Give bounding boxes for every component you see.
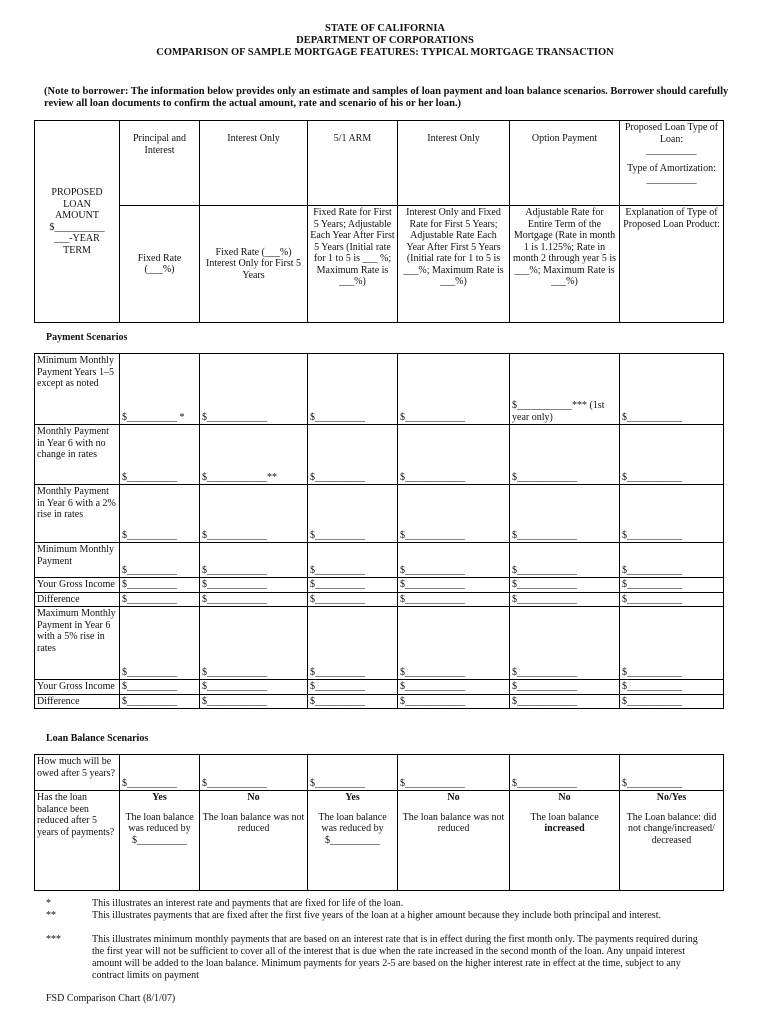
- reduced-cell-4: [398, 791, 510, 891]
- answer-2: No: [247, 792, 260, 803]
- payment-cell[interactable]: $__________: [120, 592, 200, 607]
- type-of-loan-label: Proposed Loan Type of Loan:: [624, 122, 719, 145]
- type-of-amortization-line: __________: [646, 174, 697, 185]
- payment-cell[interactable]: $____________: [510, 485, 620, 543]
- option-emphasis: increased: [544, 823, 585, 834]
- payment-cell[interactable]: $____________: [398, 680, 510, 695]
- proposed-type-header: [620, 121, 724, 206]
- payment-cell[interactable]: $____________: [200, 694, 308, 709]
- explanation-4: The loan balance was not reduced: [402, 811, 505, 834]
- type-of-amortization-label: Type of Amortization:: [627, 162, 716, 174]
- explanation-6: The Loan balance: did not change/increased/ decreased: [626, 811, 717, 846]
- reduced-cell-6: [620, 791, 724, 891]
- footnote-mark-3: ***: [46, 934, 61, 945]
- loan-balance-title: Loan Balance Scenarios: [46, 733, 149, 744]
- payment-cell[interactable]: $____________: [398, 592, 510, 607]
- payment-row-label: Maximum Monthly Payment in Year 6 with a 5% rise in rates: [35, 607, 120, 680]
- payment-scenarios-title: Payment Scenarios: [46, 332, 128, 343]
- proposed-loan-cell: [35, 121, 120, 323]
- payment-cell[interactable]: $____________: [510, 592, 620, 607]
- payment-cell[interactable]: $____________: [398, 607, 510, 680]
- payment-cell[interactable]: $__________: [120, 607, 200, 680]
- payment-cell[interactable]: $__________: [308, 543, 398, 578]
- reduced-cell-1: [120, 791, 200, 891]
- col-header-option-payment: Option Payment: [510, 121, 620, 206]
- payment-cell[interactable]: $___________: [620, 485, 724, 543]
- owed-cell-2: $____________: [200, 755, 308, 791]
- payment-cell[interactable]: $____________: [510, 607, 620, 680]
- payment-cell[interactable]: $____________: [510, 680, 620, 695]
- payment-row-label: Difference: [35, 694, 120, 709]
- footnotes: [0, 898, 770, 988]
- payment-cell[interactable]: $____________: [510, 694, 620, 709]
- payment-cell[interactable]: $___________: [620, 354, 724, 425]
- loan-balance-table: [34, 754, 724, 891]
- payment-cell[interactable]: $___________*** (1st year only): [510, 354, 620, 425]
- reduced-cell-2: [200, 791, 308, 891]
- desc-arm: Fixed Rate for First 5 Years; Adjustable Each Year After First 5 Years (Initial rate for 1 to 5 is ___ %; Maximum Rate is ___%): [308, 206, 398, 323]
- payment-cell[interactable]: $___________: [620, 694, 724, 709]
- payment-row-label: Your Gross Income: [35, 680, 120, 695]
- payment-cell[interactable]: $__________: [308, 680, 398, 695]
- payment-row: [35, 607, 724, 680]
- type-of-loan-line: __________: [646, 145, 697, 156]
- payment-row: [35, 543, 724, 578]
- loan-features-table: [34, 120, 724, 323]
- answer-4: No: [447, 792, 460, 803]
- footnote-text-3: This illustrates minimum monthly payments that are based on an interest rate that is in effect during the first month only. The payments required during the first year will not be sufficient to cover all of the interest that is due when the rate increased in the second month of the loan. Any unpaid interest amount will be added to the loan balance. Minimum payments for years 2-5 are based on the higher interest rate in effect at the time, subject to any contract limits on payment: [92, 934, 698, 981]
- payment-cell[interactable]: $____________: [200, 354, 308, 425]
- form-id: FSD Comparison Chart (8/1/07): [46, 993, 176, 1004]
- payment-cell[interactable]: $___________: [620, 543, 724, 578]
- payment-cell[interactable]: $____________**: [200, 425, 308, 485]
- payment-row: [35, 578, 724, 593]
- payment-scenarios-table: [34, 353, 724, 709]
- payment-cell[interactable]: $___________: [620, 607, 724, 680]
- explanation-2: The loan balance was not reduced: [202, 811, 305, 834]
- footnote-mark-1: *: [46, 898, 51, 909]
- payment-cell[interactable]: $__________ *: [120, 354, 200, 425]
- explanation-cell: Explanation of Type of Proposed Loan Product:: [620, 206, 724, 323]
- explanation-5: The loan balance: [530, 811, 599, 823]
- payment-cell[interactable]: $____________: [200, 578, 308, 593]
- payment-row-label: Minimum Monthly Payment Years 1–5 except as noted: [35, 354, 120, 425]
- owed-label: How much will be owed after 5 years?: [35, 755, 120, 791]
- payment-cell[interactable]: $__________: [308, 578, 398, 593]
- payment-cell[interactable]: $___________: [620, 425, 724, 485]
- payment-cell[interactable]: $____________: [398, 543, 510, 578]
- payment-row-label: Your Gross Income: [35, 578, 120, 593]
- footnote-text-1: This illustrates an interest rate and payments that are fixed for life of the loan.: [92, 898, 404, 909]
- payment-cell[interactable]: $____________: [510, 543, 620, 578]
- payment-cell[interactable]: $__________: [120, 680, 200, 695]
- payment-row-label: Minimum Monthly Payment: [35, 543, 120, 578]
- payment-row: [35, 694, 724, 709]
- proposed-loan-amount: PROPOSED LOAN AMOUNT $__________ ___-YEAR TERM: [49, 187, 105, 256]
- owed-cell-4: $____________: [398, 755, 510, 791]
- reduced-cell-3: [308, 791, 398, 891]
- payment-row: [35, 425, 724, 485]
- payment-cell[interactable]: $____________: [510, 425, 620, 485]
- desc-interest-only-arm: Interest Only and Fixed Rate for First 5 Years; Adjustable Rate Each Year After First 5 Years (Initial rate for 1 to 5 is ___%; Maximum Rate is ___%): [398, 206, 510, 323]
- answer-5: No: [558, 792, 571, 803]
- payment-cell[interactable]: $___________: [620, 578, 724, 593]
- col-header-arm: 5/1 ARM: [308, 121, 398, 206]
- payment-cell[interactable]: $__________: [308, 694, 398, 709]
- payment-row: [35, 680, 724, 695]
- reduced-label: Has the loan balance been reduced after 5 years of payments?: [35, 791, 120, 891]
- payment-cell[interactable]: $____________: [200, 680, 308, 695]
- owed-cell-5: $____________: [510, 755, 620, 791]
- payment-cell[interactable]: $____________: [398, 354, 510, 425]
- state-title: STATE OF CALIFORNIA: [325, 23, 445, 34]
- department-title: DEPARTMENT OF CORPORATIONS: [296, 35, 474, 46]
- explanation-1: The loan balance was reduced by $__________: [125, 811, 194, 846]
- answer-1: Yes: [152, 792, 167, 803]
- payment-cell[interactable]: $____________: [200, 607, 308, 680]
- payment-cell[interactable]: $__________: [120, 425, 200, 485]
- payment-row: [35, 485, 724, 543]
- payment-cell[interactable]: $__________: [120, 578, 200, 593]
- answer-6: No/Yes: [656, 792, 687, 803]
- owed-cell-1: $__________: [120, 755, 200, 791]
- col-header-interest-only-2: Interest Only: [398, 121, 510, 206]
- owed-cell-6: $___________: [620, 755, 724, 791]
- payment-cell[interactable]: $____________: [398, 694, 510, 709]
- payment-row-label: Difference: [35, 592, 120, 607]
- owed-cell-3: $__________: [308, 755, 398, 791]
- payment-cell[interactable]: $__________: [308, 607, 398, 680]
- payment-cell[interactable]: $__________: [308, 354, 398, 425]
- payment-cell[interactable]: $____________: [398, 578, 510, 593]
- payment-cell[interactable]: $__________: [308, 485, 398, 543]
- payment-cell[interactable]: $____________: [200, 543, 308, 578]
- payment-row-label: Monthly Payment in Year 6 with no change in rates: [35, 425, 120, 485]
- col-header-principal: Principal and Interest: [120, 121, 200, 206]
- payment-cell[interactable]: $__________: [120, 485, 200, 543]
- answer-3: Yes: [345, 792, 360, 803]
- desc-option-payment: Adjustable Rate for Entire Term of the Mortgage (Rate in month 1 is 1.125%; Rate in month 2 through year 5 is ___%; Maximum Rate is ___%): [510, 206, 620, 323]
- col-header-interest-only: Interest Only: [200, 121, 308, 206]
- borrower-note: (Note to borrower: The information below provides only an estimate and samples of loan payment and loan balance scenarios. Borrower should carefully review all loan documents to confirm the actual amount, rate and scenario of his or her loan.): [44, 86, 729, 109]
- payment-cell[interactable]: $__________: [308, 425, 398, 485]
- payment-cell[interactable]: $____________: [200, 592, 308, 607]
- payment-cell[interactable]: $__________: [120, 694, 200, 709]
- payment-cell[interactable]: $____________: [398, 425, 510, 485]
- footnote-text-2: This illustrates payments that are fixed after the first five years of the loan at a higher amount because they include both principal and interest.: [92, 910, 661, 921]
- payment-cell[interactable]: $____________: [398, 485, 510, 543]
- reduced-cell-5: [510, 791, 620, 891]
- payment-row: [35, 354, 724, 425]
- desc-interest-only: Fixed Rate (___%) Interest Only for First 5 Years: [200, 206, 308, 323]
- payment-cell[interactable]: $____________: [200, 485, 308, 543]
- payment-cell[interactable]: $___________: [620, 680, 724, 695]
- desc-fixed-rate: Fixed Rate (___%): [120, 206, 200, 323]
- footnote-mark-2: **: [46, 910, 56, 921]
- payment-row: [35, 592, 724, 607]
- document-title: COMPARISON OF SAMPLE MORTGAGE FEATURES: TYPICAL MORTGAGE TRANSACTION: [156, 47, 614, 58]
- payment-row-label: Monthly Payment in Year 6 with a 2% rise in rates: [35, 485, 120, 543]
- explanation-3: The loan balance was reduced by $__________: [318, 811, 387, 846]
- payment-cell[interactable]: $__________: [308, 592, 398, 607]
- payment-cell[interactable]: $__________: [120, 543, 200, 578]
- payment-cell[interactable]: $____________: [510, 578, 620, 593]
- payment-cell[interactable]: $___________: [620, 592, 724, 607]
